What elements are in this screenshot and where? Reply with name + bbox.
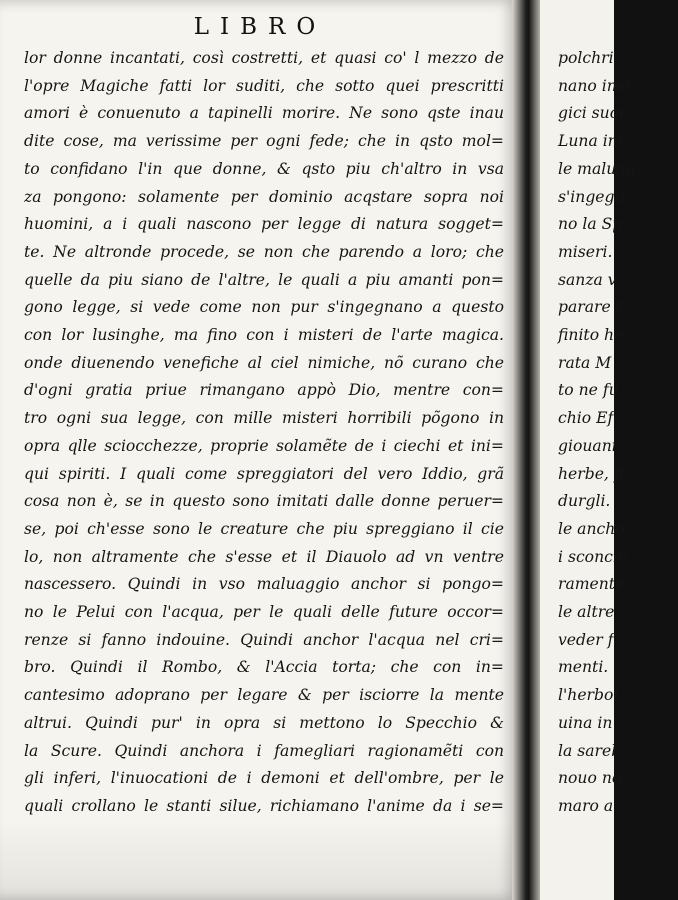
text-line: amori è conuenuto a tapinelli morire. Ne sono qste inau: [24, 104, 504, 123]
text-line: finito he: [558, 326, 624, 345]
text-line: gici suoi: [558, 104, 625, 123]
text-line: se, poi ch'esse sono le creature che piu spreggiano il cie: [24, 519, 504, 538]
text-line: nano insi: [558, 76, 630, 95]
text-line: durgli.: [558, 492, 611, 511]
left-text-block: [24, 45, 504, 821]
text-line: l'herbol: [558, 686, 619, 705]
text-line: s'ingegn: [558, 187, 625, 206]
text-line: no la Sp: [558, 215, 623, 234]
text-line: altrui. Quindi pur' in opra si mettono lo Specchio &: [24, 713, 504, 732]
text-line: chio Ef: [558, 409, 614, 428]
text-line: huomini, a i quali nascono per legge di natura sogget=: [24, 215, 504, 234]
page-shadow: [0, 820, 520, 900]
text-line: polchri,: [558, 49, 619, 67]
text-line: cosa non è, se in questo sono imitati dalle donne peruer=: [24, 492, 504, 511]
text-line: lo, non altramente che s'esse et il Diauolo ad vn ventre: [24, 547, 504, 566]
text-line: za pongono: solamente per dominio acqstare sopra noi: [24, 187, 504, 206]
text-line: sanza v: [558, 270, 617, 289]
text-line: con lor lusinghe, ma fino con i misteri de l'arte magica.: [24, 326, 504, 345]
running-head: LIBRO: [193, 14, 327, 40]
text-line: giouani: [558, 436, 617, 455]
text-line: d'ogni gratia priue rimangano appò Dio, mentre con=: [24, 381, 504, 400]
text-line: veder f: [558, 630, 614, 649]
text-line: opra qlle sciocchezze, proprie solamẽte de i ciechi et ini=: [24, 436, 504, 455]
text-line: la Scure. Quindi anchora i famegliari ragionamẽti con: [24, 741, 504, 760]
text-line: bro. Quindi il Rombo, & l'Accia torta; che con in=: [24, 658, 504, 677]
text-line: miseri.: [558, 242, 613, 261]
text-line: to confidano l'in que donne, & qsto piu ch'altro in vsa: [24, 159, 504, 178]
text-line: renze si fanno indouine. Quindi anchor l'acqua nel cri=: [24, 630, 504, 649]
text-line: nouo no: [558, 769, 622, 788]
text-line: le maluag: [558, 159, 636, 178]
text-line: la sareb: [558, 741, 622, 760]
text-line: cantesimo adoprano per legare & per isciorre la mente: [24, 686, 504, 705]
text-line: nascessero. Quindi in vso maluaggio anchor si pongo=: [24, 575, 504, 594]
text-line: no le Pelui con l'acqua, per le quali delle future occor=: [24, 603, 504, 622]
text-line: to ne fu: [558, 381, 619, 400]
text-line: lor donne incantati, così costretti, et quasi co' l mezzo de: [24, 49, 504, 67]
text-line: onde diuenendo venefiche al ciel nimiche, nõ curano che: [24, 353, 504, 372]
text-line: le ancho: [558, 519, 625, 538]
right-page: [540, 0, 636, 900]
right-text-block: [558, 45, 678, 821]
text-line: quelle da piu siano de l'altre, le quali a piu amanti pon=: [24, 270, 504, 289]
text-line: herbe, fi: [558, 464, 625, 483]
text-line: gli inferi, l'inuocationi de i demoni et dell'ombre, per le: [24, 769, 504, 788]
text-line: le altre: [558, 603, 615, 622]
text-line: Luna inc: [558, 132, 627, 151]
text-line: quali crollano le stanti silue, richiamano l'anime da i se=: [24, 796, 504, 815]
text-line: ramente: [558, 575, 625, 594]
text-line: dite cose, ma verissime per ogni fede; che in qsto mol=: [24, 132, 504, 151]
text-line: tro ogni sua legge, con mille misteri horribili põgono in: [24, 409, 504, 428]
book-gutter: [512, 0, 542, 900]
text-line: maro a: [558, 796, 614, 815]
text-line: menti.: [558, 658, 609, 677]
text-line: rata M: [558, 353, 612, 372]
text-line: parare t: [558, 298, 622, 317]
text-line: i sconcie: [558, 547, 628, 566]
text-line: l'opre Magiche fatti lor suditi, che sotto quei prescritti: [24, 76, 504, 95]
text-line: gono legge, si vede come non pur s'ingegnano a questo: [24, 298, 504, 317]
text-line: uina in: [558, 713, 613, 732]
text-line: te. Ne altronde procede, se non che parendo a loro; che: [24, 242, 504, 261]
text-line: qui spiriti. I quali come spreggiatori del vero Iddio, grã: [24, 464, 504, 483]
